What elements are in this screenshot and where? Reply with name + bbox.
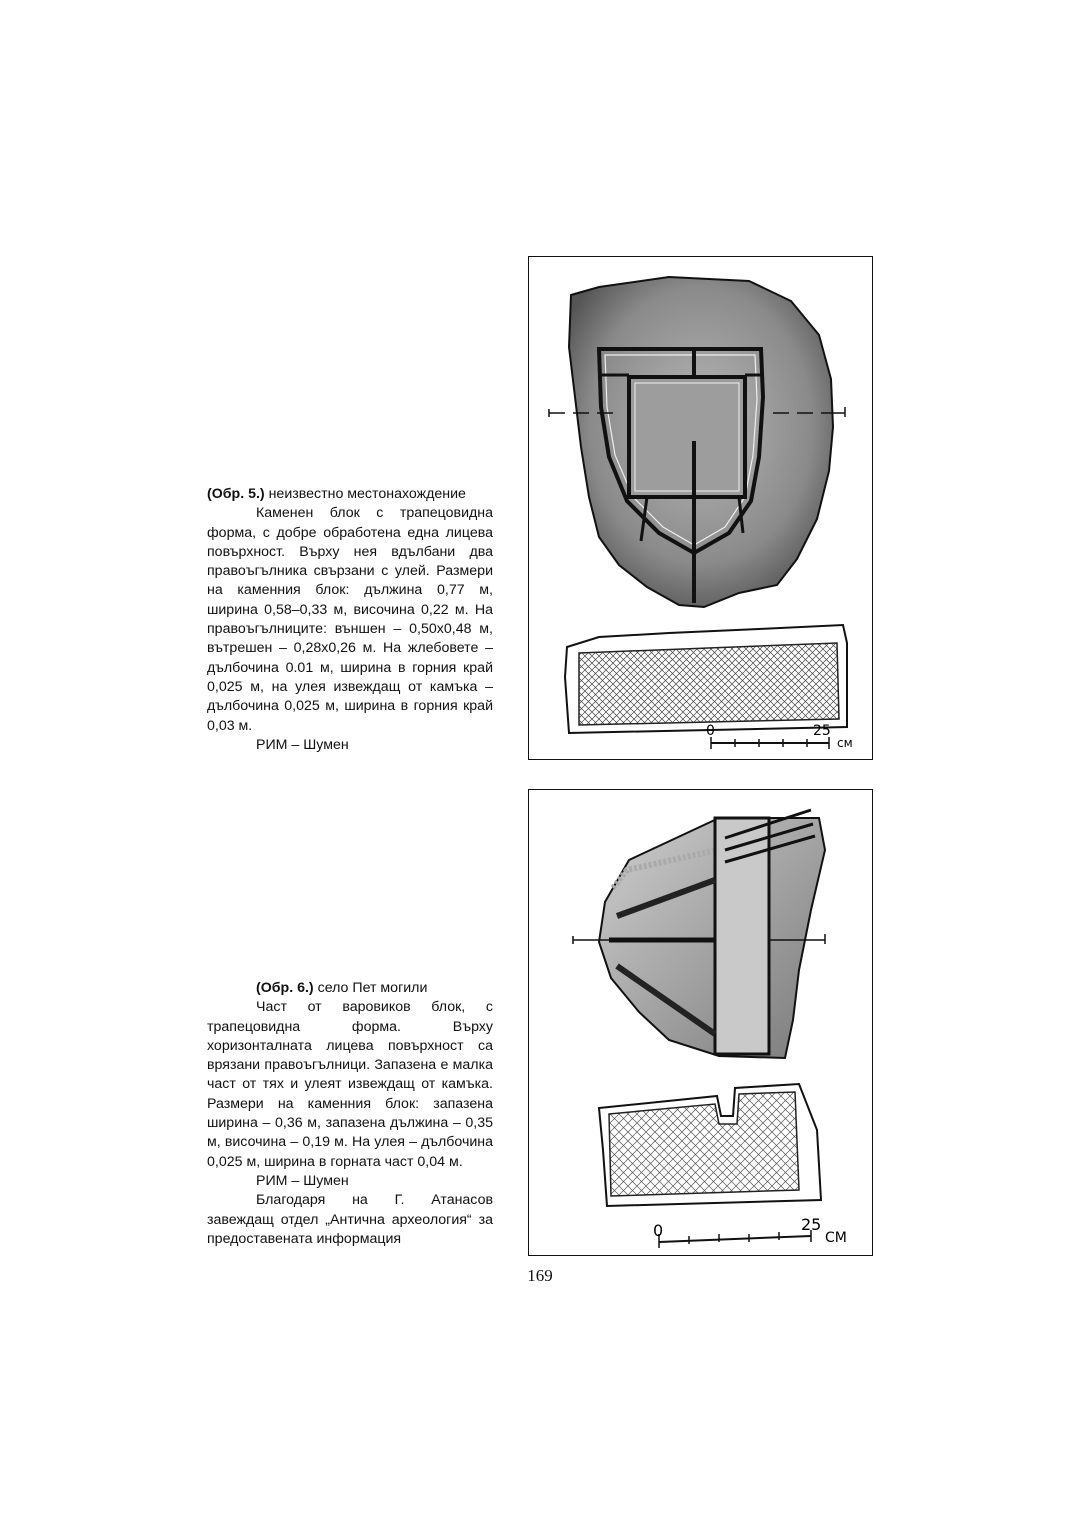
figure-6-label: (Обр. 6.)	[256, 980, 314, 996]
scale-zero-label: 0	[706, 723, 715, 739]
figure-5-location: неизвестно местонахождение	[268, 486, 466, 502]
figure-5-drawing	[528, 256, 873, 760]
scale-zero-label: 0	[653, 1221, 664, 1240]
figure-6-location: село Пет могили	[317, 980, 428, 996]
scale-max-label: 25	[801, 1215, 822, 1234]
figure-5-caption	[207, 485, 493, 755]
figure-5-label: (Обр. 5.)	[207, 486, 265, 502]
figure-6-drawing	[528, 789, 873, 1256]
page-number: 169	[527, 1266, 553, 1285]
stone-block-drawing-5	[529, 257, 872, 759]
figure-6-caption	[207, 979, 493, 1249]
acknowledgement: Благодаря на Г. Атанасов завеждащ отдел „Антична археология“ за предоставената информация	[207, 1192, 493, 1247]
figure-6-description: Част от варовиков блок, с трапецовидна форма. Върху хоризонталната лицева повърхност са врязани правоъгълници. Запазена е малка част от тях и улеят извеждащ от камъка. Размери на каменния блок: запазена ширина – 0,36 м, запазена дължина – 0,35 м, височина – 0,19 м. На улея – дълбочина 0,025 м, ширина в горната част 0,04 м.	[207, 999, 493, 1170]
scale-max-label: 25	[813, 723, 831, 739]
scale-unit-label: см	[837, 736, 853, 750]
figure-6-museum: РИМ – Шумен	[256, 1172, 349, 1189]
figure-5-museum: РИМ – Шумен	[256, 736, 349, 753]
scale-unit-label: СМ	[825, 1230, 847, 1246]
stone-block-drawing-6	[529, 790, 872, 1255]
figure-5-description: Каменен блок с трапецовидна форма, с добре обработена една лицева повърхност. Върху нея вдълбани два правоъгълника свързани с улей. Размери на каменния блок: дължина 0,77 м, ширина 0,58–0,33 м, височина 0,22 м. На правоъгълниците: външен – 0,50х0,48 м, вътрешен – 0,28х0,26 м. На жлебовете – дълбочина 0.01 м, ширина в горния край 0,025 м, на улея извеждащ от камъка – дълбочина 0,025 м, ширина в горния край 0,03 м.	[207, 505, 493, 734]
